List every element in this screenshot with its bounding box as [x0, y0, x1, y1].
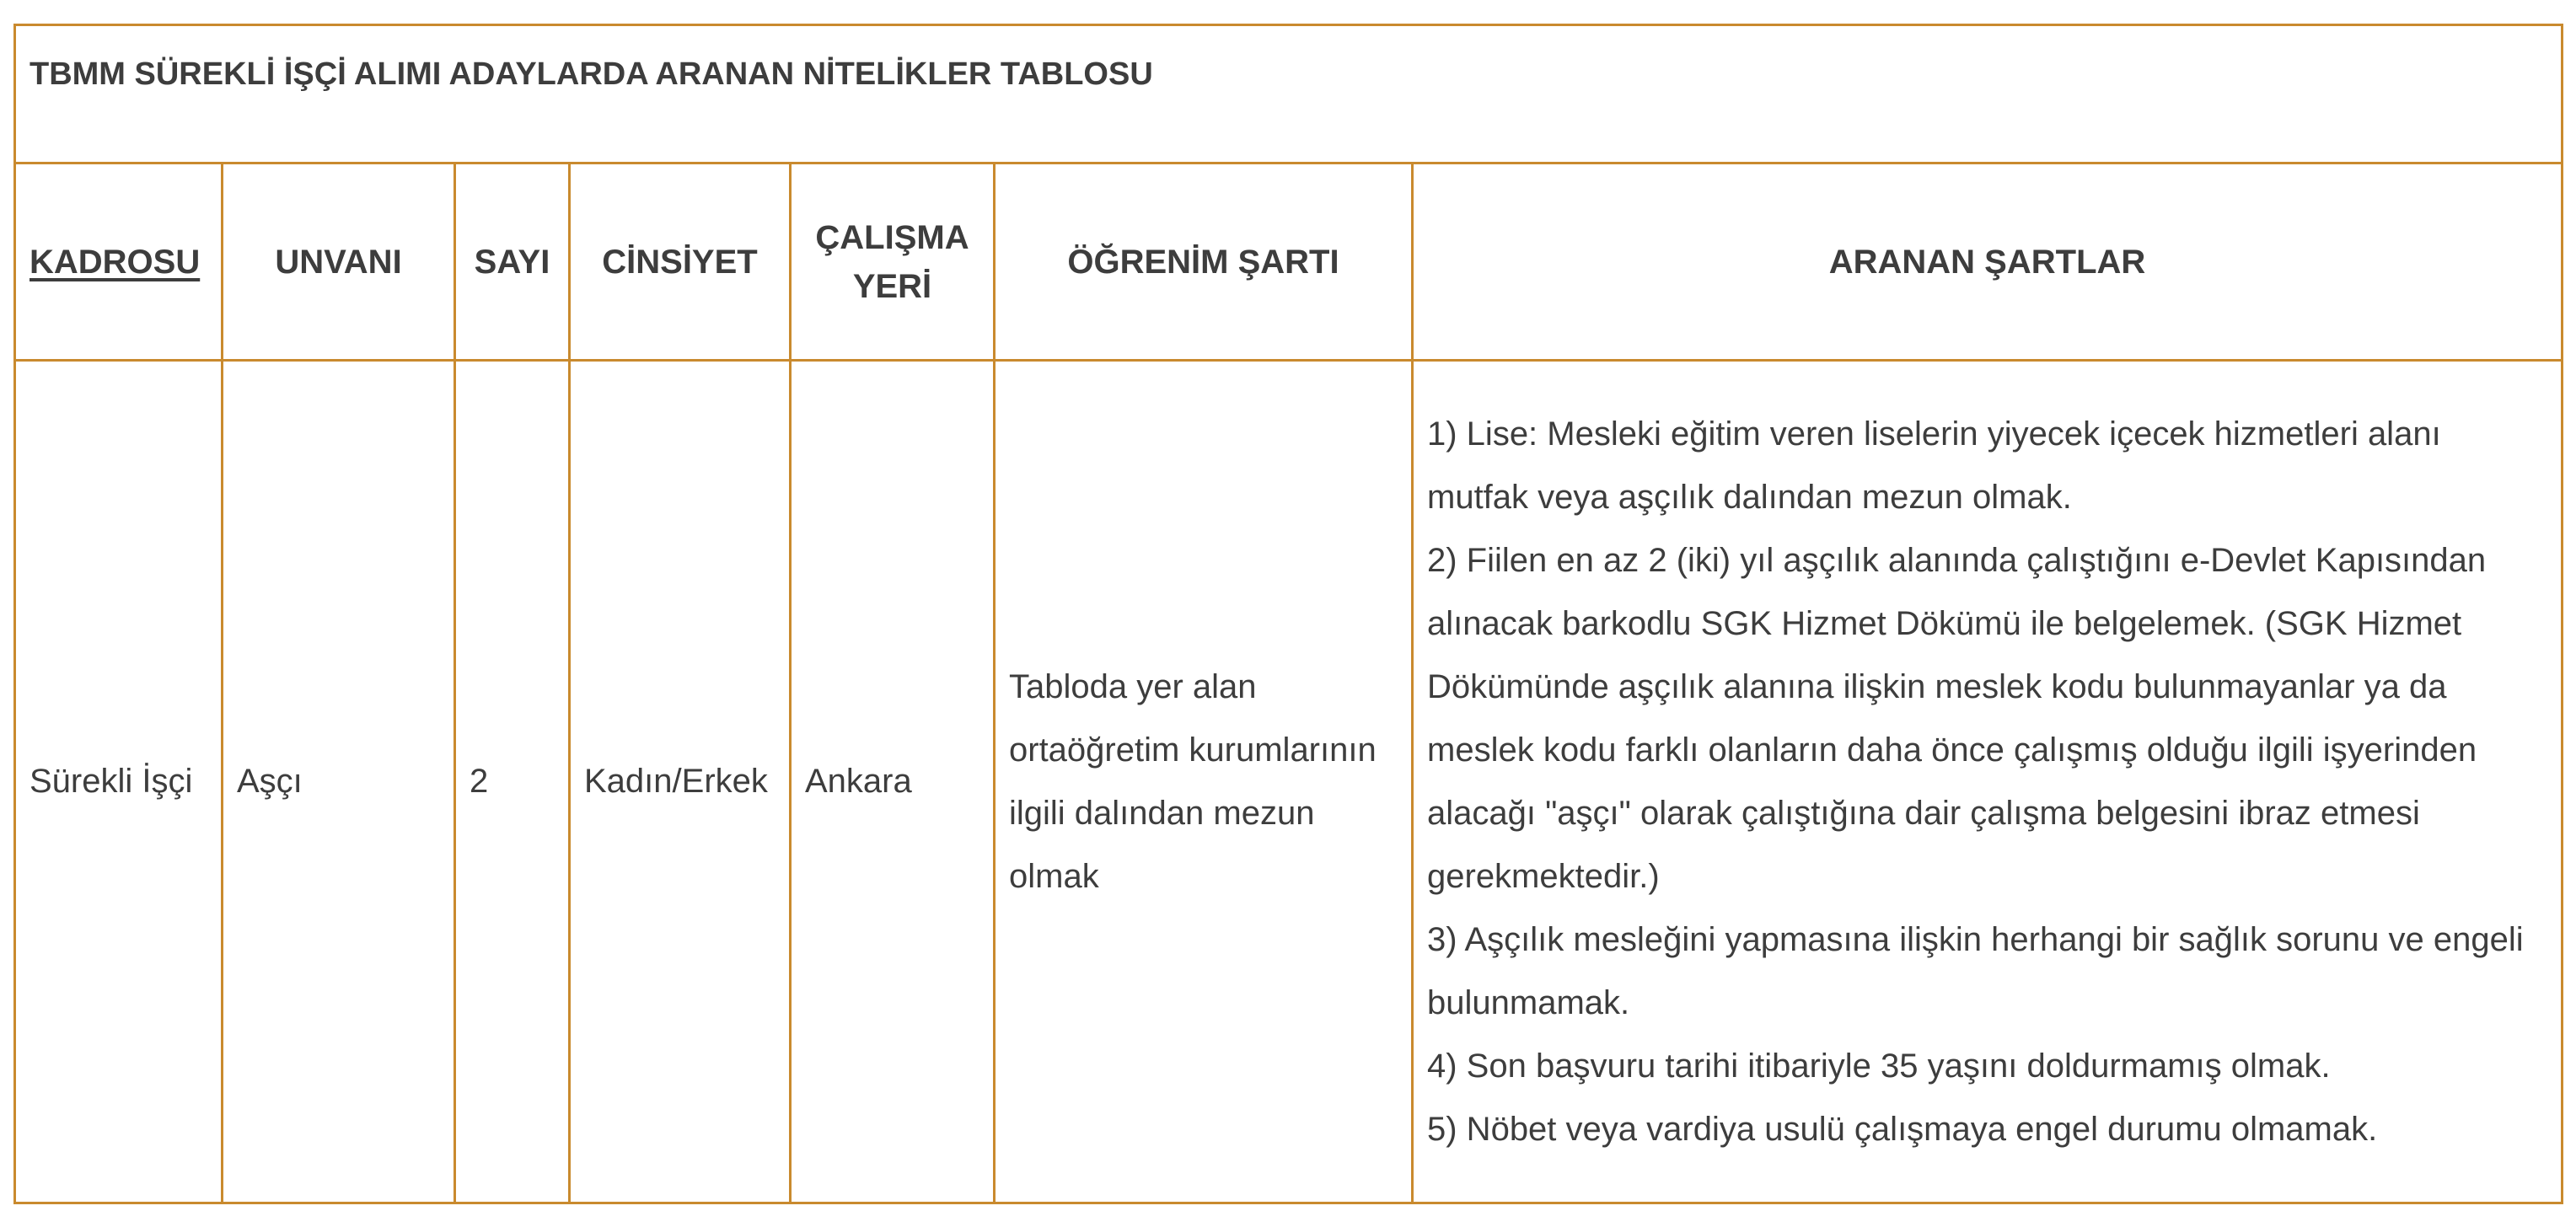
requirement-item: 3) Aşçılık mesleğini yapmasına ilişkin herhangi bir sağlık sorunu ve engeli bulunmamak. — [1427, 920, 2524, 1021]
column-header-sayi: SAYI — [455, 163, 570, 361]
column-header-calisma-yeri: ÇALIŞMA YERİ — [791, 163, 995, 361]
cell-calisma-yeri: Ankara — [791, 361, 995, 1203]
column-header-kadrosu: KADROSU — [15, 163, 223, 361]
cell-aranan-sartlar — [1413, 361, 2563, 1203]
requirement-item: 2) Fiilen en az 2 (iki) yıl aşçılık alanında çalıştığını e-Devlet Kapısından alınacak barkodlu SGK Hizmet Dökümü ile belgelemek. (SGK Hizmet Dökümünde aşçılık alanına ilişkin meslek kodu bulunmayanlar ya da meslek kodu farklı olanların daha önce çalışmış olduğu ilgili işyerinden alacağı "aşçı" olarak çalıştığına dair çalışma belgesini ibraz etmesi gerekmektedir.) — [1427, 541, 2487, 895]
table-row — [15, 361, 2563, 1203]
requirement-item: 1) Lise: Mesleki eğitim veren liselerin yiyecek içecek hizmetleri alanı mutfak veya aşçılık dalından mezun olmak. — [1427, 415, 2441, 516]
cell-unvani: Aşçı — [223, 361, 455, 1203]
cell-cinsiyet: Kadın/Erkek — [570, 361, 791, 1203]
table-title: TBMM SÜREKLİ İŞÇİ ALIMI ADAYLARDA ARANAN NİTELİKLER TABLOSU — [15, 25, 2563, 163]
column-header-unvani: UNVANI — [223, 163, 455, 361]
header-row — [15, 163, 2563, 361]
requirement-item: 5) Nöbet veya vardiya usulü çalışmaya engel durumu olmamak. — [1427, 1110, 2378, 1148]
cell-sayi: 2 — [455, 361, 570, 1203]
requirements-table — [13, 24, 2563, 1204]
column-header-aranan-sartlar: ARANAN ŞARTLAR — [1413, 163, 2563, 361]
cell-kadrosu: Sürekli İşçi — [15, 361, 223, 1203]
requirements-list — [1427, 403, 2547, 1161]
column-header-ogrenim-sarti: ÖĞRENİM ŞARTI — [995, 163, 1413, 361]
requirement-item: 4) Son başvuru tarihi itibariyle 35 yaşını doldurmamış olmak. — [1427, 1047, 2331, 1085]
title-row — [15, 25, 2563, 163]
column-header-cinsiyet: CİNSİYET — [570, 163, 791, 361]
cell-ogrenim-sarti: Tabloda yer alan ortaöğretim kurumlarının ilgili dalından mezun olmak — [995, 361, 1413, 1203]
